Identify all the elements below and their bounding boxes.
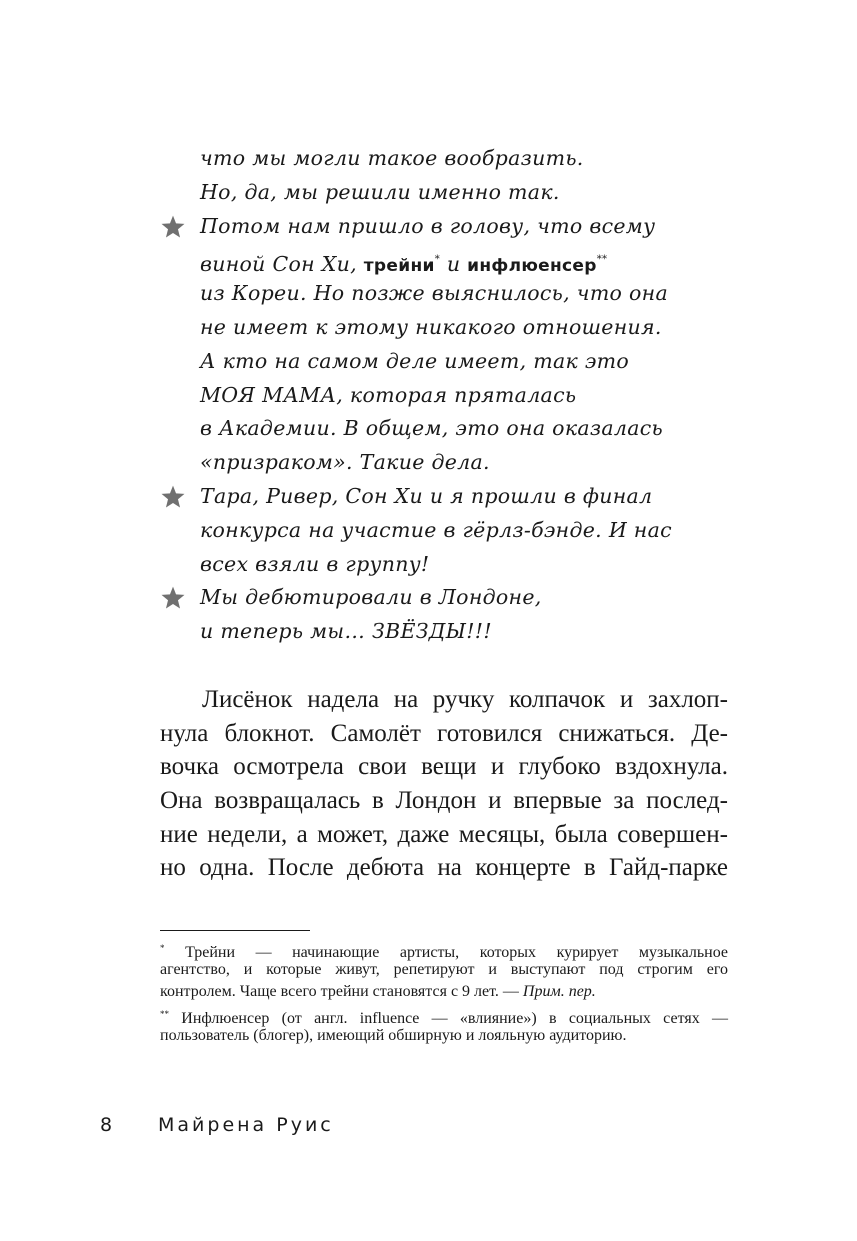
page-number: 8 bbox=[100, 1114, 113, 1136]
notebook-line: не имеет к этому никакого отношения. bbox=[200, 314, 662, 339]
notebook-line: А кто на самом деле имеет, так это bbox=[200, 348, 630, 373]
footnote-divider bbox=[160, 930, 310, 931]
notebook-line: и теперь мы… ЗВЁЗДЫ!!! bbox=[200, 619, 492, 644]
notebook-line bbox=[200, 581, 760, 615]
notebook-line bbox=[200, 243, 760, 277]
footnote-mark: * bbox=[434, 254, 441, 266]
paragraph-line: ние недели, а может, даже месяцы, была совершен- bbox=[160, 820, 728, 848]
page-footer bbox=[100, 1114, 334, 1144]
paragraph-line: но одна. После дебюта на концерте в Гайд-парке bbox=[160, 854, 728, 882]
notebook-line-text: Потом нам пришло в голову, что всему bbox=[200, 213, 656, 238]
term-trainee: трейни bbox=[363, 256, 435, 277]
footnote-text: Инфлюенсер (от англ. influence — «влияние») в социальных сетях — bbox=[181, 1010, 729, 1027]
notebook-line: «призраком». Такие дела. bbox=[200, 450, 490, 475]
notebook-entry bbox=[200, 142, 760, 649]
footnotes bbox=[160, 937, 728, 1047]
term-influencer: инфлюенсер bbox=[467, 256, 597, 277]
notebook-line: из Кореи. Но позже выяснилось, что она bbox=[200, 281, 668, 306]
star-icon bbox=[160, 585, 186, 611]
notebook-line-text: и bbox=[440, 252, 468, 277]
notebook-line-text: Мы дебютировали в Лондоне, bbox=[200, 585, 542, 610]
notebook-line: что мы могли такое вообразить. bbox=[200, 146, 584, 170]
author-name: Майрена Руис bbox=[158, 1114, 334, 1136]
footnote-text: Трейни — начинающие артисты, которых курирует музыкальное bbox=[185, 944, 729, 961]
star-icon bbox=[160, 484, 186, 510]
notebook-line-text: виной Сон Хи, bbox=[200, 252, 364, 277]
paragraph-line: Лисёнок надела на ручку колпачок и захлоп- bbox=[202, 686, 728, 713]
notebook-line: Но, да, мы решили именно так. bbox=[200, 179, 560, 204]
footnote-line: пользователь (блогер), имеющий обширную и лояльную аудиторию. bbox=[160, 1027, 627, 1044]
star-shape bbox=[162, 486, 185, 508]
footnote-line bbox=[160, 981, 728, 1003]
notebook-line: конкурса на участие в гёрлз-бэнде. И нас bbox=[200, 517, 672, 542]
notebook-line: всех взяли в группу! bbox=[200, 551, 430, 576]
notebook-line bbox=[200, 210, 760, 244]
translator-note: Прим. пер. bbox=[522, 983, 596, 1000]
footnote-mark: * bbox=[160, 943, 165, 953]
notebook-line: в Академии. В общем, это она оказалась bbox=[200, 416, 664, 441]
footnote-line bbox=[160, 1003, 728, 1025]
footnote-line bbox=[160, 937, 728, 959]
paragraph-line: нула блокнот. Самолёт готовился снижаться. Де- bbox=[160, 719, 728, 747]
footnote-mark: ** bbox=[160, 1009, 169, 1019]
notebook-line-text: Тара, Ривер, Сон Хи и я прошли в финал bbox=[200, 483, 653, 508]
body-paragraph bbox=[160, 683, 728, 885]
footnote-text: контролем. Чаще всего трейни становятся с 9 лет. — bbox=[160, 983, 523, 1000]
star-icon bbox=[160, 214, 186, 240]
star-shape bbox=[162, 215, 185, 237]
footnote-mark: ** bbox=[596, 254, 608, 266]
notebook-line: МОЯ МАМА, которая пряталась bbox=[200, 382, 577, 407]
paragraph-line: Она возвращалась в Лондон и впервые за послед- bbox=[160, 787, 728, 815]
notebook-line bbox=[200, 480, 760, 514]
paragraph-line: вочка осмотрела свои вещи и глубоко вздохнула. bbox=[160, 753, 728, 781]
star-shape bbox=[162, 587, 185, 609]
footnote-line: агентство, и которые живут, репетируют и выступают под строгим его bbox=[160, 961, 728, 978]
